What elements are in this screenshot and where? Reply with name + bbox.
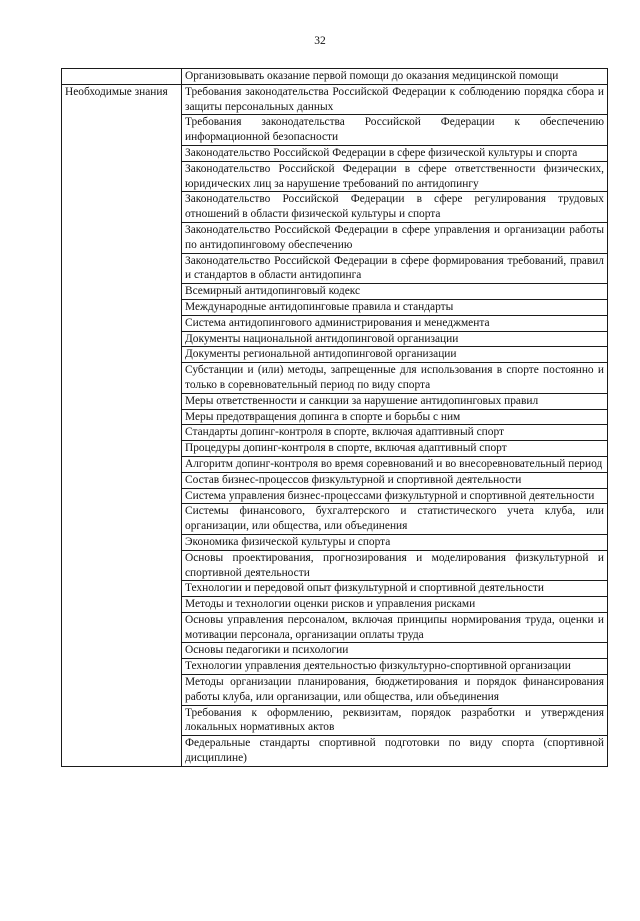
knowledge-item: Законодательство Российской Федерации в сфере формирования требований, правил и стандартов в области антидопинга — [182, 253, 608, 284]
knowledge-item: Экономика физической культуры и спорта — [182, 534, 608, 550]
section-label: Необходимые знания — [62, 84, 182, 766]
table-row — [62, 69, 608, 85]
knowledge-item: Система управления бизнес-процессами физкультурной и спортивной деятельности — [182, 488, 608, 504]
knowledge-item: Документы региональной антидопинговой организации — [182, 347, 608, 363]
knowledge-item: Требования к оформлению, реквизитам, порядок разработки и утверждения локальных нормативных актов — [182, 705, 608, 736]
knowledge-item: Методы и технологии оценки рисков и управления рисками — [182, 597, 608, 613]
table-row — [62, 84, 608, 115]
knowledge-item: Системы финансового, бухгалтерского и статистического учета клуба, или организации, или общества, или объединения — [182, 504, 608, 535]
knowledge-item: Законодательство Российской Федерации в сфере регулирования трудовых отношений в области физической культуры и спорта — [182, 192, 608, 223]
knowledge-item: Всемирный антидопинговый кодекс — [182, 284, 608, 300]
knowledge-item: Законодательство Российской Федерации в сфере управления и организации работы по антидопинговому обеспечению — [182, 222, 608, 253]
knowledge-item: Основы педагогики и психологии — [182, 643, 608, 659]
knowledge-item: Основы проектирования, прогнозирования и моделирования физкультурной и спортивной деятельности — [182, 550, 608, 581]
knowledge-item: Международные антидопинговые правила и стандарты — [182, 299, 608, 315]
knowledge-item: Субстанции и (или) методы, запрещенные для использования в спорте постоянно и только в соревновательный период по виду спорта — [182, 363, 608, 394]
page-number: 32 — [314, 35, 326, 47]
knowledge-item: Технологии и передовой опыт физкультурной и спортивной деятельности — [182, 581, 608, 597]
knowledge-item: Процедуры допинг-контроля в спорте, включая адаптивный спорт — [182, 441, 608, 457]
empty-label-cell — [62, 69, 182, 85]
knowledge-item: Состав бизнес-процессов физкультурной и спортивной деятельности — [182, 472, 608, 488]
first-aid-item: Организовывать оказание первой помощи до оказания медицинской помощи — [182, 69, 608, 85]
knowledge-item: Федеральные стандарты спортивной подготовки по виду спорта (спортивной дисциплине) — [182, 736, 608, 767]
knowledge-item: Система антидопингового администрирования и менеджмента — [182, 315, 608, 331]
knowledge-item: Меры предотвращения допинга в спорте и борьбы с ним — [182, 409, 608, 425]
knowledge-item: Требования законодательства Российской Федерации к соблюдению порядка сбора и защиты персональных данных — [182, 84, 608, 115]
knowledge-item: Меры ответственности и санкции за нарушение антидопинговых правил — [182, 393, 608, 409]
knowledge-item: Стандарты допинг-контроля в спорте, включая адаптивный спорт — [182, 425, 608, 441]
knowledge-item: Законодательство Российской Федерации в сфере физической культуры и спорта — [182, 145, 608, 161]
knowledge-item: Законодательство Российской Федерации в сфере ответственности физических, юридических лиц за нарушение требований по антидопингу — [182, 161, 608, 192]
requirements-table — [61, 68, 608, 767]
knowledge-item: Методы организации планирования, бюджетирования и порядок финансирования работы клуба, или организации, или общества, или объединения — [182, 675, 608, 706]
knowledge-item: Технологии управления деятельностью физкультурно-спортивной организации — [182, 659, 608, 675]
knowledge-item: Документы национальной антидопинговой организации — [182, 331, 608, 347]
knowledge-item: Требования законодательства Российской Федерации к обеспечению информационной безопасности — [182, 115, 608, 146]
knowledge-item: Основы управления персоналом, включая принципы нормирования труда, оценки и мотивации персонала, организации оплаты труда — [182, 612, 608, 643]
knowledge-item: Алгоритм допинг-контроля во время соревнований и во внесоревновательный период — [182, 456, 608, 472]
